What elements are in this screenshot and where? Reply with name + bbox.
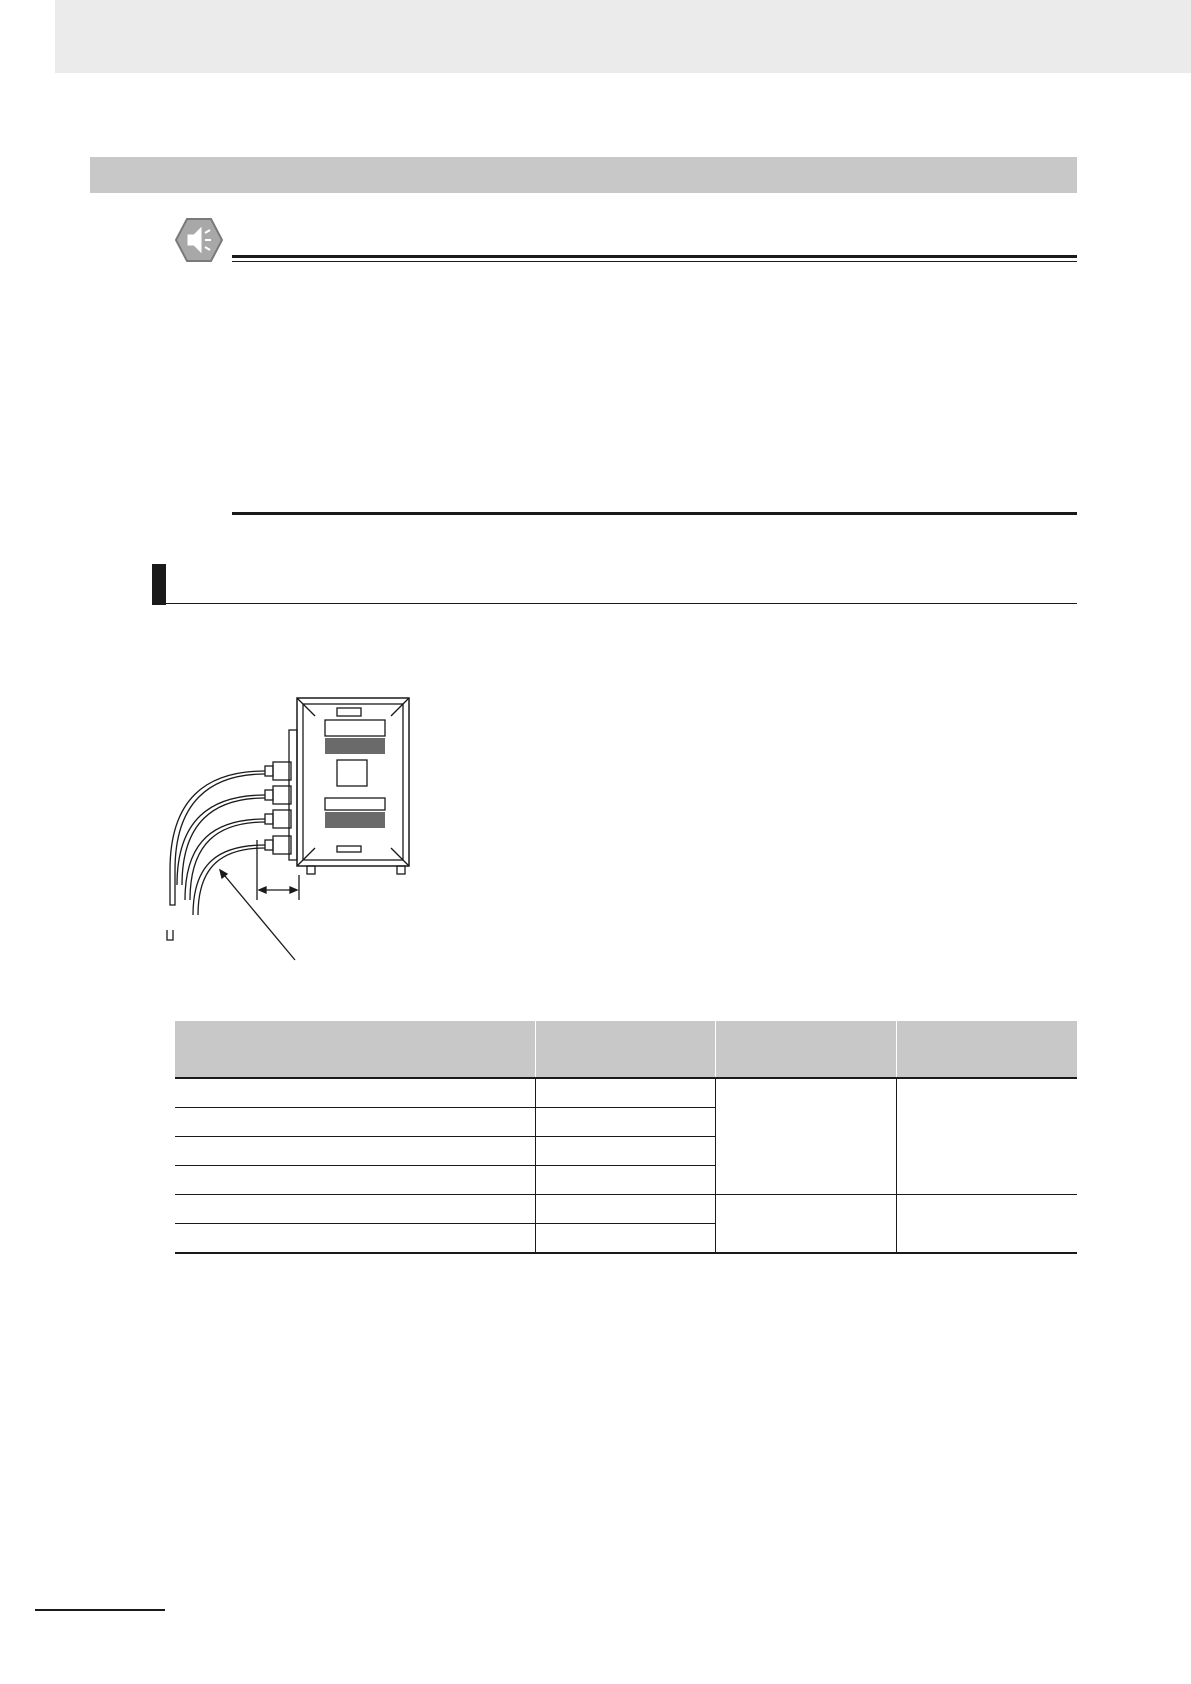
caution-speaker-icon — [174, 217, 224, 263]
table-header-cell — [175, 1021, 535, 1078]
table-cell — [535, 1108, 715, 1137]
table-cell — [535, 1137, 715, 1166]
table-cell — [175, 1224, 535, 1254]
table-cell — [175, 1078, 535, 1108]
table-cell — [535, 1195, 715, 1224]
caution-bottom-rule — [232, 512, 1077, 515]
section-heading-bar — [90, 157, 1077, 193]
table-cell-merged — [715, 1195, 896, 1254]
table-cell — [175, 1137, 535, 1166]
subheading-rule — [152, 603, 1077, 604]
table-cell — [535, 1166, 715, 1195]
subheading-marker — [152, 564, 166, 605]
table-cell-merged — [896, 1078, 1077, 1195]
table-header-cell — [535, 1021, 715, 1078]
spec-table — [175, 1021, 1077, 1254]
table-cell — [175, 1195, 535, 1224]
table-cell — [535, 1078, 715, 1108]
table-cell — [175, 1166, 535, 1195]
table-cell — [175, 1108, 535, 1137]
caution-top-rule — [232, 255, 1077, 258]
table-row — [175, 1078, 1077, 1108]
page-header-band — [55, 0, 1191, 73]
table-header-cell — [715, 1021, 896, 1078]
cable-bend-diagram — [165, 690, 415, 970]
caution-top-rule-thin — [232, 261, 1077, 262]
footer-rule — [35, 1609, 165, 1611]
table-header-row — [175, 1021, 1077, 1078]
table-row — [175, 1195, 1077, 1224]
table-cell — [535, 1224, 715, 1254]
table-cell-merged — [715, 1078, 896, 1195]
table-header-cell — [896, 1021, 1077, 1078]
table-cell-merged — [896, 1195, 1077, 1254]
